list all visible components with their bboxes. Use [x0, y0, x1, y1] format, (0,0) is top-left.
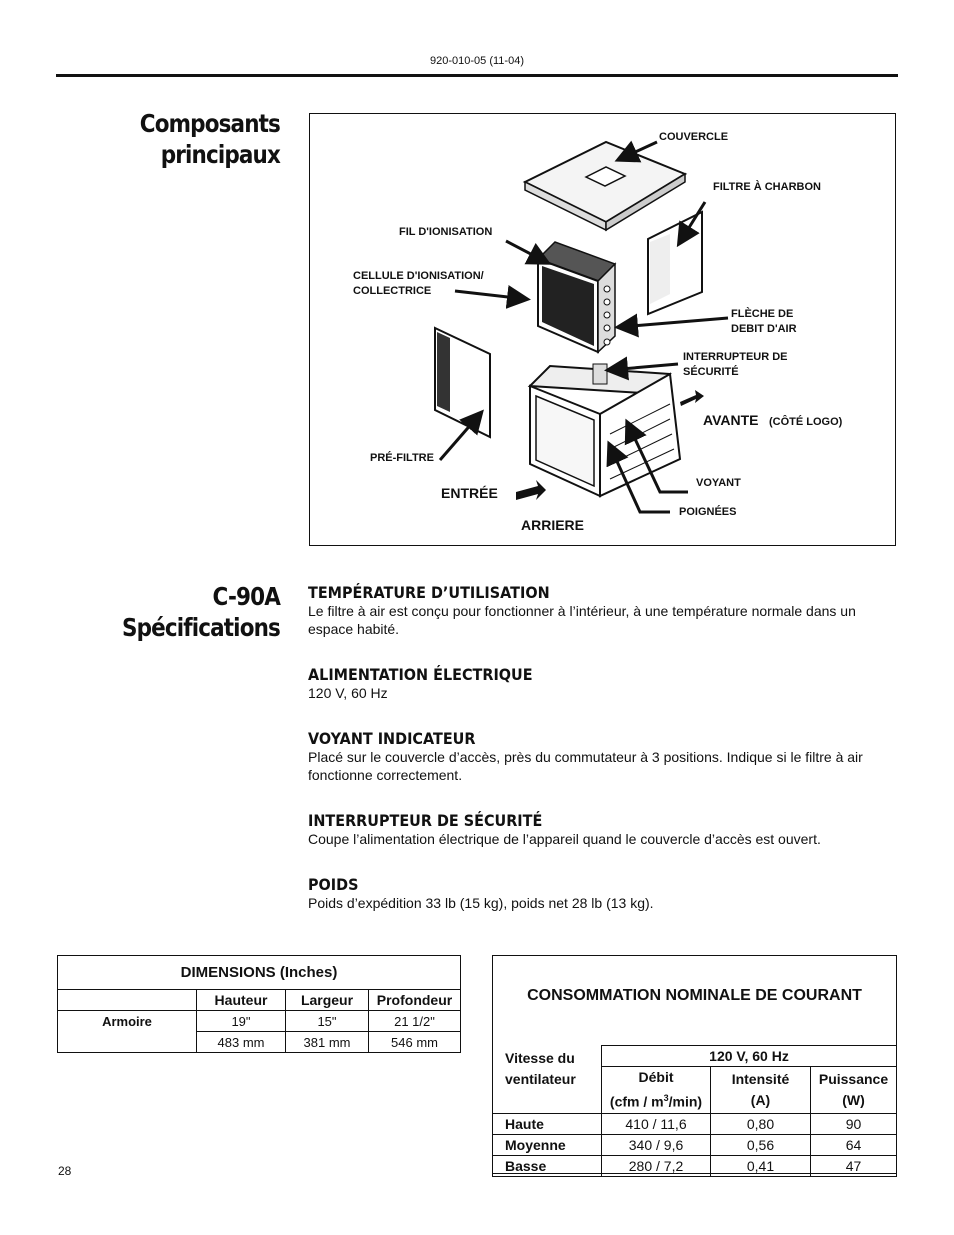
- cell-largeur-mm: 381 mm: [286, 1032, 369, 1053]
- spec-section-interrupteur: [308, 811, 898, 848]
- label-poignees: POIGNÉES: [679, 506, 737, 518]
- cabinet-shape: [530, 364, 680, 496]
- spec-text: Poids d’expédition 33 lb (15 kg), poids net 28 lb (13 kg).: [308, 895, 654, 911]
- header-intensite: Intensité (A): [711, 1067, 811, 1114]
- components-title: [108, 108, 280, 170]
- header-debit: Débit $(cfm / m^3/\min)$: [602, 1067, 711, 1114]
- label-pre-filtre: PRÉ-FILTRE: [370, 452, 434, 464]
- spec-heading: TEMPÉRATURE D’UTILISATION: [308, 583, 550, 602]
- label-fleche-line2: DEBIT D'AIR: [731, 323, 797, 335]
- specs-title: [108, 581, 280, 643]
- spec-section-voyant: [308, 729, 898, 784]
- cell-hauteur-in: 19": [197, 1011, 286, 1032]
- label-cellule-line1: CELLULE D'IONISATION/: [353, 270, 484, 282]
- spec-heading: POIDS: [308, 875, 359, 894]
- speed-label: Vitesse du ventilateur: [493, 1046, 602, 1114]
- dimensions-title: DIMENSIONS (Inches): [58, 956, 461, 990]
- spec-section-poids: [308, 875, 898, 912]
- specs-title-line1: C-90A: [212, 582, 280, 611]
- components-title-line2: principaux: [160, 140, 280, 169]
- voltage-header: 120 V, 60 Hz: [602, 1046, 897, 1067]
- label-fleche-line1: FLÈCHE DE: [731, 308, 794, 320]
- spec-section-alimentation: [308, 665, 898, 702]
- spec-heading: ALIMENTATION ÉLECTRIQUE: [308, 665, 533, 684]
- spec-text: Placé sur le couvercle d’accès, près du commutateur à 3 positions. Indique si le filtre à air fonctionne correctement.: [308, 749, 863, 783]
- cell-profondeur-mm: 546 mm: [369, 1032, 461, 1053]
- label-interrupteur-line1: INTERRUPTEUR DE: [683, 351, 788, 363]
- specs-title-line2: Spécifications: [121, 613, 280, 642]
- inlet-arrow-icon: [516, 480, 546, 500]
- spec-text: Coupe l’alimentation électrique de l’appareil quand le couvercle d’accès est ouvert.: [308, 831, 821, 847]
- page-number: 28: [58, 1164, 72, 1178]
- label-cellule-line2: COLLECTRICE: [353, 285, 432, 297]
- spec-text: Le filtre à air est conçu pour fonctionner à l’intérieur, à une température normale dans un espace habité.: [308, 603, 856, 637]
- dimensions-table: [57, 955, 461, 1053]
- spec-section-temperature: [308, 583, 898, 638]
- table-row: Moyenne 340 / 9,6 0,56 64: [493, 1134, 897, 1155]
- exploded-view-illustration: [310, 114, 895, 545]
- components-title-line1: Composants: [139, 109, 280, 138]
- row-label-armoire: Armoire: [58, 1011, 197, 1053]
- table-row: Basse 280 / 7,2 0,41 47: [493, 1155, 897, 1176]
- pre-filter-shape: [435, 328, 490, 437]
- spec-heading: VOYANT INDICATEUR: [308, 729, 476, 748]
- components-diagram: [309, 113, 896, 546]
- label-filtre-charbon: FILTRE À CHARBON: [713, 181, 821, 193]
- label-avante: AVANTE: [703, 412, 759, 428]
- header-profondeur: Profondeur: [369, 990, 461, 1011]
- label-arriere: ARRIERE: [521, 517, 585, 533]
- carbon-filter-shape: [648, 212, 702, 314]
- label-avante-note: (CÔTÉ LOGO): [769, 416, 843, 428]
- cover-shape: [525, 142, 685, 230]
- label-couvercle: COUVERCLE: [659, 131, 729, 143]
- cell-hauteur-mm: 483 mm: [197, 1032, 286, 1053]
- header-puissance: Puissance (W): [811, 1067, 897, 1114]
- header-rule: [56, 74, 898, 77]
- power-table-title: CONSOMMATION NOMINALE DE COURANT: [527, 987, 862, 1004]
- ionization-cell-shape: [538, 242, 615, 352]
- label-fil-ionisation: FIL D'IONISATION: [399, 226, 493, 238]
- front-arrow-icon: [680, 390, 704, 406]
- power-table: [492, 1045, 897, 1177]
- document-id: 920-010-05 (11-04): [430, 55, 524, 67]
- spec-text: 120 V, 60 Hz: [308, 685, 388, 701]
- table-row: Haute 410 / 11,6 0,80 90: [493, 1113, 897, 1134]
- label-voyant: VOYANT: [696, 477, 741, 489]
- spec-heading: INTERRUPTEUR DE SÉCURITÉ: [308, 811, 543, 830]
- header-largeur: Largeur: [286, 990, 369, 1011]
- header-hauteur: Hauteur: [197, 990, 286, 1011]
- cell-largeur-in: 15": [286, 1011, 369, 1032]
- label-interrupteur-line2: SÉCURITÉ: [683, 366, 739, 378]
- label-entree: ENTRÉE: [441, 485, 498, 501]
- cell-profondeur-in: 21 1/2": [369, 1011, 461, 1032]
